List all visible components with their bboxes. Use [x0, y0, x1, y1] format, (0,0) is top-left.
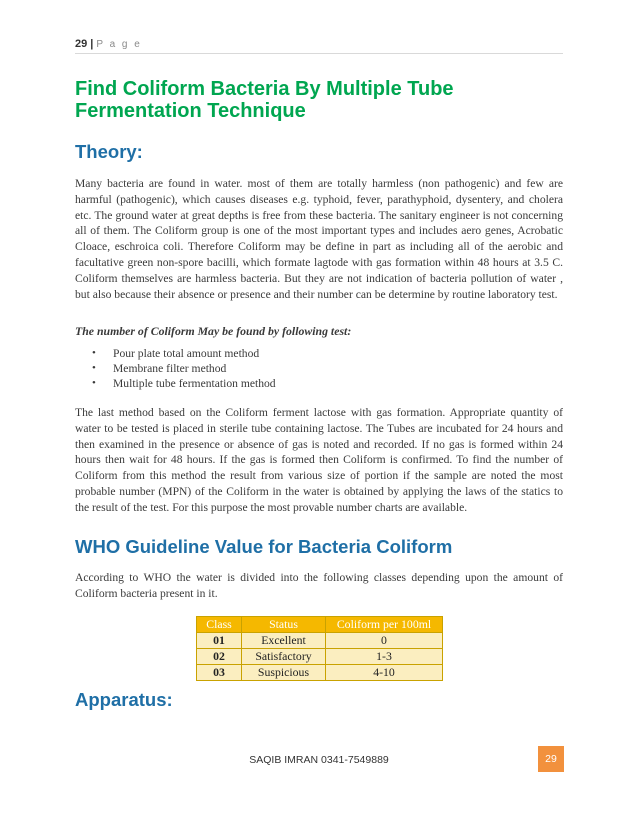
table-row: [197, 649, 443, 665]
theory-heading: Theory:: [75, 141, 143, 162]
footer-author: SAQIB IMRAN 0341-7549889: [249, 754, 389, 766]
list-item-text: Pour plate total amount method: [113, 347, 260, 360]
table-row: [197, 633, 443, 649]
cell-coliform: 4-10: [326, 665, 443, 681]
bullet-icon: •: [92, 377, 96, 389]
cell-class: 01: [197, 633, 242, 649]
cell-class: 02: [197, 649, 242, 665]
page-number-badge: 29: [538, 746, 564, 772]
theory-paragraph: Many bacteria are found in water. most of them are totally harmless (non pathogenic) and few are harmful (pathogenic), which causes diseases e.g. typhoid, fever, parathyphoid, dysentery, and cholera etc. The ground water at great depths is free from these bacteria. The sanitary engineer is not concerning all of them. The Coliform group is one of the most important types and includes aero genes, Acrobatic Cloace, eschroica coli. Therefore Coliform may be define in part as including all of the aerobic and facultative green non-spore bacilli, which formate lagtode with gas formation within 48 hours at 3.5 C. Coliform themselves are harmless bacteria. But they are not indication of bacteria pollution of water , but also because their absence or presence and their number can be determine by routine laboratory test.: [75, 177, 563, 301]
cell-class: 03: [197, 665, 242, 681]
who-paragraph: According to WHO the water is divided into the following classes depending upon the amount of Coliform bacteria present in it.: [75, 571, 563, 600]
page-header: [75, 38, 563, 54]
table-row: [197, 665, 443, 681]
who-classification-table: [196, 616, 443, 681]
tests-subheading: The number of Coliform May be found by following test:: [75, 324, 352, 338]
header-page-word: P a g e: [96, 39, 142, 50]
column-header-class: Class: [197, 617, 242, 633]
tests-list: [75, 346, 276, 391]
list-item-text: Membrane filter method: [113, 362, 227, 375]
apparatus-heading: Apparatus:: [75, 689, 173, 710]
cell-status: Suspicious: [242, 665, 326, 681]
who-heading: WHO Guideline Value for Bacteria Coliform: [75, 536, 453, 557]
column-header-coliform: Coliform per 100ml: [326, 617, 443, 633]
header-divider: [75, 53, 563, 54]
header-page-number: 29: [75, 38, 88, 50]
column-header-status: Status: [242, 617, 326, 633]
list-item-text: Multiple tube fermentation method: [113, 377, 276, 390]
list-item: [75, 346, 276, 361]
table-header-row: [197, 617, 443, 633]
list-item: [75, 361, 276, 376]
bullet-icon: •: [92, 362, 96, 374]
cell-status: Excellent: [242, 633, 326, 649]
list-item: [75, 376, 276, 391]
cell-coliform: 0: [326, 633, 443, 649]
bullet-icon: •: [92, 347, 96, 359]
method-paragraph: The last method based on the Coliform ferment lactose with gas formation. Appropriate quantity of water to be tested is placed in sterile tube containing lactose. The Tubes are incubated for 24 hours and then examined in the presence or absence of gas is noted and recorded. If no gas is formed within 24 hours then wait for 48 hours. If the gas is formed then Coliform is confirmed. To find the number of Coliform from this method the result from various size of portion if the sample are noted the most probable number (MPN) of the Coliform in the water is obtained by applying the laws of the statics to the result of the test. For this purpose the most provable number charts are available.: [75, 406, 563, 514]
header-separator: |: [90, 38, 94, 50]
cell-coliform: 1-3: [326, 649, 443, 665]
document-title: Find Coliform Bacteria By Multiple Tube Fermentation Technique: [75, 78, 454, 122]
cell-status: Satisfactory: [242, 649, 326, 665]
